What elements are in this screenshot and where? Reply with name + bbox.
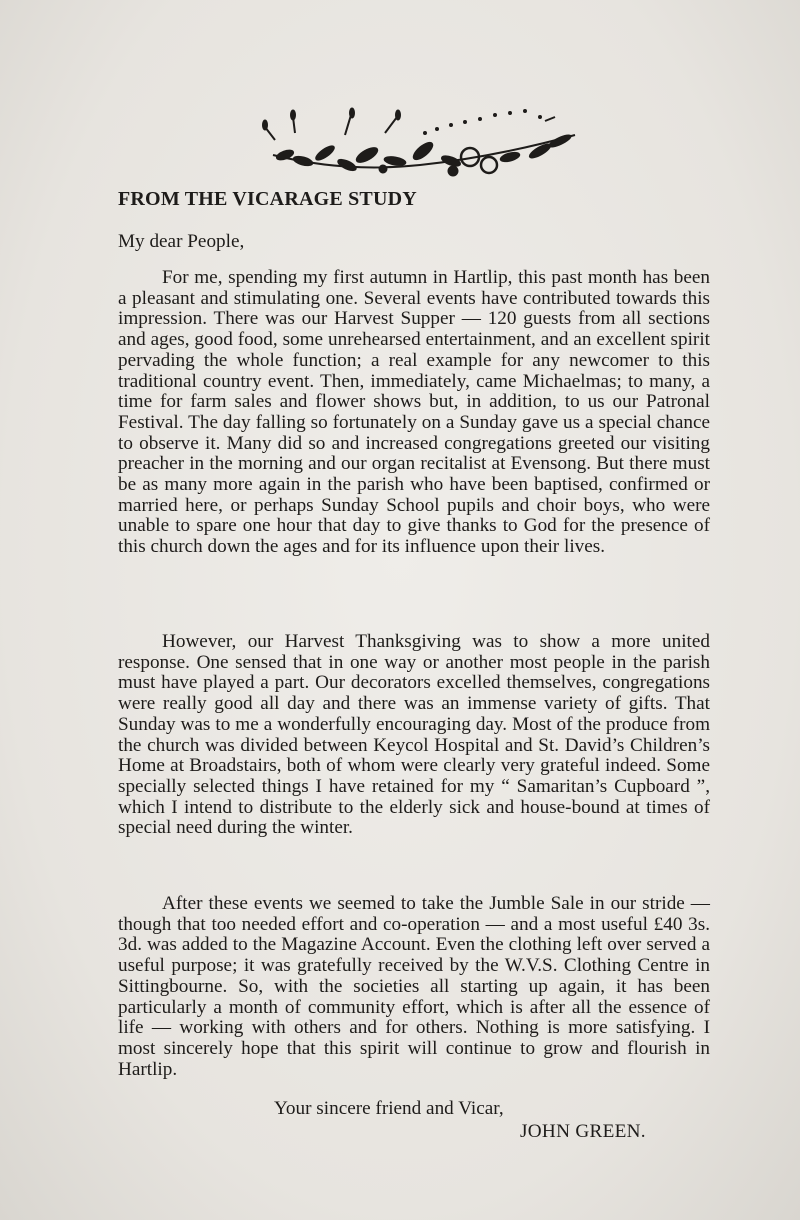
salutation: My dear People,: [118, 231, 245, 252]
body-paragraph-3: After these events we seemed to take the Jumble Sale in our stride — though that too needed effort and co-operation — and a most useful £40 3s. 3d. was added to the Magazine Account. Even the clothing left over served a useful purpose; it was gratefully received by the W.V.S. Clothing Centre in Sittingbourne. So, with the societies all starting up again, it has been particularly a month of community effort, which is after all the essence of life — working with others and for others. Nothing is more satisfying. I most sincerely hope that this spirit will continue to grow and flourish in Hartlip.: [118, 893, 710, 1080]
letter-closing: Your sincere friend and Vicar,: [274, 1098, 504, 1119]
harvest-garland-icon: [255, 95, 585, 190]
signature: JOHN GREEN.: [520, 1121, 646, 1142]
body-paragraph-2: However, our Harvest Thanksgiving was to show a more united response. One sensed that in one way or another most people in the parish must have played a part. Our decorators excelled themselves, congregations were really good all day and there was an immense variety of gifts. That Sunday was to me a wonderfully encouraging day. Most of the produce from the church was divided between Keycol Hospital and St. David’s Children’s Home at Broadstairs, both of whom were clearly very grateful indeed. Some specially selected things I have retained for my “ Samaritan’s Cupboard ”, which I intend to distribute to the elderly sick and house-bound at times of special need during the winter.: [118, 631, 710, 839]
body-paragraph-1: For me, spending my first autumn in Hartlip, this past month has been a pleasant and stimulating one. Several events have contributed towards this impression. There was our Harvest Supper — 120 guests from all sections and ages, good food, some unrehearsed entertainment, and an excellent spirit pervading the whole function; a real example for any newcomer to this traditional country event. Then, immediately, came Michaelmas; to many, a time for farm sales and flower shows but, in addition, to us our Patronal Festival. The day falling so fortunately on a Sunday gave us a special chance to observe it. Many did so and increased congregations greeted our visiting preacher in the morning and our organ recitalist at Evensong. But there must be as many more again in the parish who have been baptised, confirmed or married here, or perhaps Sunday School pupils and choir boys, who were unable to spare one hour that day to give thanks to God for the presence of this church down the ages and for its influence upon their lives.: [118, 267, 710, 558]
page-title: FROM THE VICARAGE STUDY: [118, 188, 417, 210]
